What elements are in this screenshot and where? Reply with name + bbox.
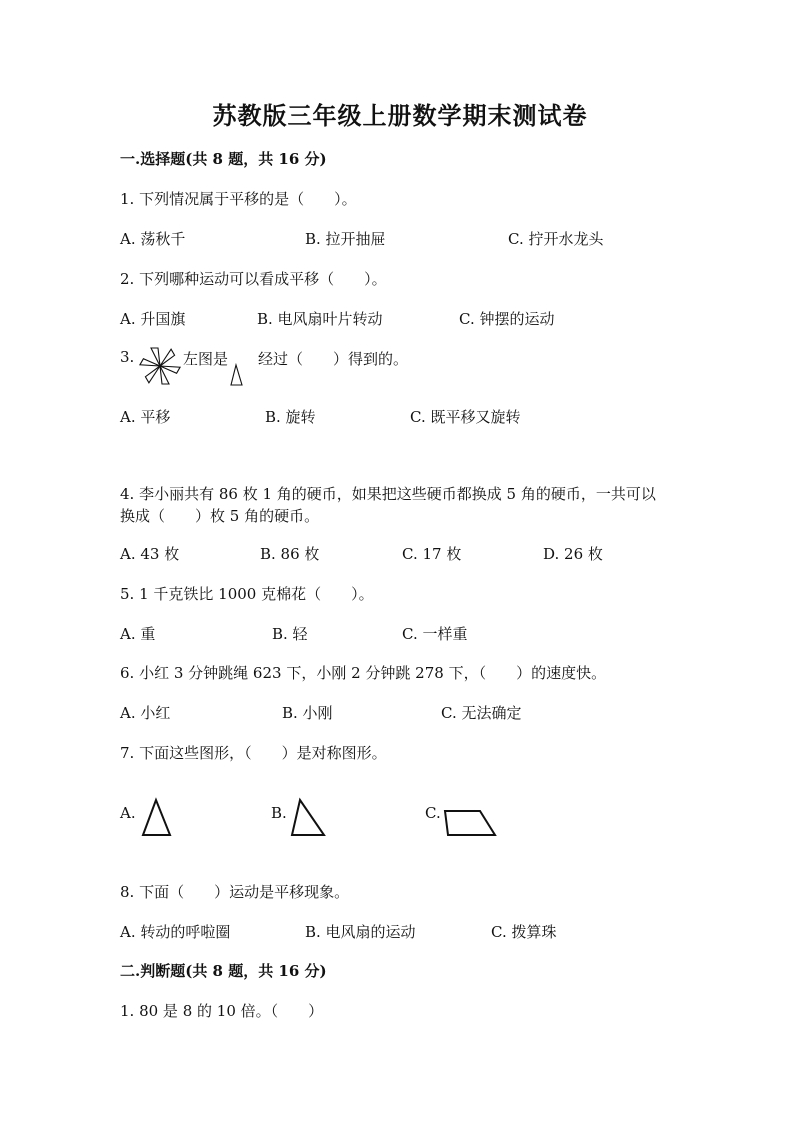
question-3-text-b: 经过（ ）得到的。 [258, 350, 409, 368]
question-2: 2. 下列哪种运动可以看成平移（ ）。 [120, 270, 387, 288]
q3-option-a: A. 平移 [120, 408, 171, 426]
question-5: 5. 1 千克铁比 1000 克棉花（ ）。 [120, 585, 374, 603]
q3-option-b: B. 旋转 [265, 408, 316, 426]
page-title: 苏教版三年级上册数学期末测试卷 [212, 101, 588, 130]
question-8: 8. 下面（ ）运动是平移现象。 [120, 883, 350, 901]
q8-option-c: C. 拨算珠 [491, 923, 557, 941]
judgment-question-1: 1. 80 是 8 的 10 倍。（ ） [120, 1002, 324, 1020]
section-heading-judgment: 二.判断题(共 8 题，共 16 分) [120, 962, 327, 980]
q2-option-a: A. 升国旗 [120, 310, 186, 328]
q8-option-a: A. 转动的呼啦圈 [120, 923, 231, 941]
q3-option-c: C. 既平移又旋转 [410, 408, 521, 426]
q1-option-c: C. 拧开水龙头 [508, 230, 604, 248]
q5-option-c: C. 一样重 [402, 625, 468, 643]
question-3-text-a: 左图是 [183, 350, 229, 368]
q6-option-a: A. 小红 [120, 704, 171, 722]
trapezoid-figure [442, 808, 498, 838]
q1-option-a: A. 荡秋千 [120, 230, 186, 248]
q4-option-d: D. 26 枚 [543, 545, 603, 563]
q8-option-b: B. 电风扇的运动 [305, 923, 416, 941]
q5-option-b: B. 轻 [272, 625, 308, 643]
question-3-number: 3. [120, 348, 135, 366]
question-6: 6. 小红 3 分钟跳绳 623 下，小刚 2 分钟跳 278 下，（ ）的速度快。 [120, 664, 607, 682]
isosceles-triangle-figure [140, 798, 174, 838]
q4-option-c: C. 17 枚 [402, 545, 462, 563]
q4-option-a: A. 43 枚 [120, 545, 180, 563]
question-7: 7. 下面这些图形，（ ）是对称图形。 [120, 744, 387, 762]
q2-option-b: B. 电风扇叶片转动 [257, 310, 383, 328]
question-4-line-2: 换成（ ）枚 5 角的硬币。 [120, 507, 320, 525]
q5-option-a: A. 重 [120, 625, 156, 643]
q6-option-b: B. 小刚 [282, 704, 333, 722]
blade-triangle-figure [230, 364, 244, 386]
pinwheel-figure [137, 346, 183, 386]
scalene-triangle-figure [288, 798, 328, 838]
question-1: 1. 下列情况属于平移的是（ ）。 [120, 190, 357, 208]
q6-option-c: C. 无法确定 [441, 704, 522, 722]
q7-option-b: B. [271, 804, 287, 822]
q4-option-b: B. 86 枚 [260, 545, 320, 563]
q7-option-a: A. [120, 804, 136, 822]
q2-option-c: C. 钟摆的运动 [459, 310, 555, 328]
q7-option-c: C. [425, 804, 441, 822]
section-heading-choice: 一.选择题(共 8 题，共 16 分) [120, 150, 327, 168]
question-4-line-1: 4. 李小丽共有 86 枚 1 角的硬币，如果把这些硬币都换成 5 角的硬币，一共可以 [120, 485, 656, 503]
q1-option-b: B. 拉开抽屉 [305, 230, 386, 248]
